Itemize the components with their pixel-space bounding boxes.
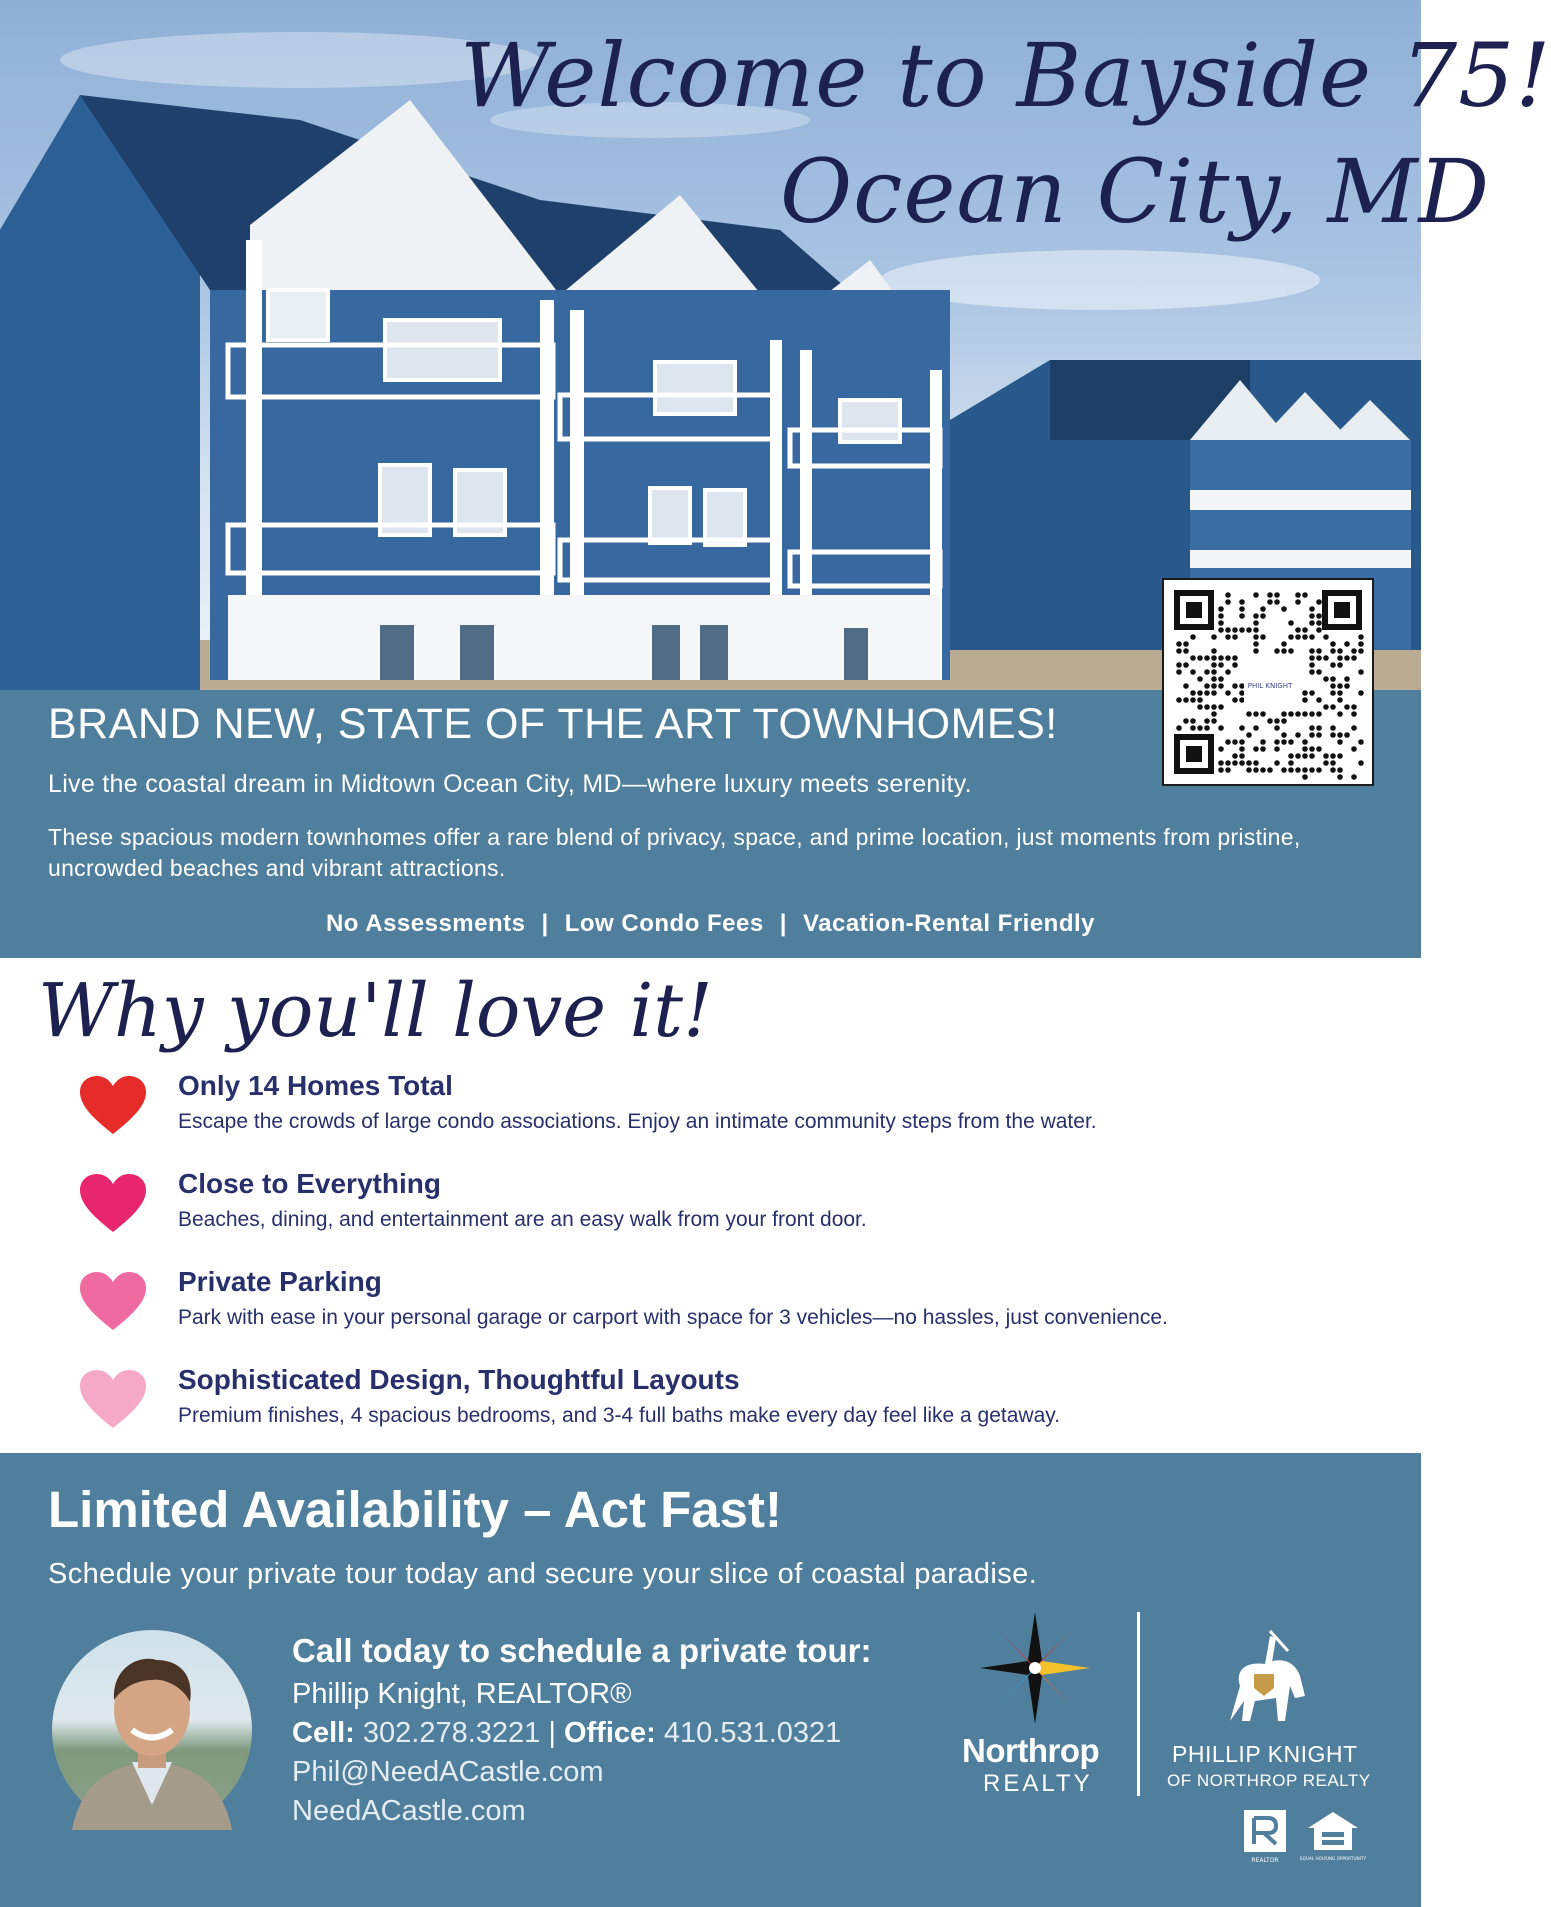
qr-module <box>1225 627 1231 633</box>
qr-module <box>1253 641 1259 647</box>
qr-module <box>1274 739 1280 745</box>
qr-module <box>1309 725 1315 731</box>
qr-module <box>1176 648 1182 654</box>
qr-module <box>1239 690 1245 696</box>
qr-module <box>1246 767 1252 773</box>
qr-module <box>1218 683 1224 689</box>
qr-module <box>1323 676 1329 682</box>
qr-module <box>1309 690 1315 696</box>
qr-module <box>1302 592 1308 598</box>
qr-module <box>1281 732 1287 738</box>
qr-module <box>1295 634 1301 640</box>
qr-module <box>1225 669 1231 675</box>
qr-module <box>1302 634 1308 640</box>
qr-module <box>1316 613 1322 619</box>
qr-module <box>1337 774 1343 780</box>
highlights-row <box>0 910 1421 938</box>
qr-module <box>1190 669 1196 675</box>
qr-module <box>1302 774 1308 780</box>
website-link[interactable]: NeedACastle.com <box>292 1795 526 1827</box>
qr-module <box>1232 655 1238 661</box>
qr-module <box>1253 648 1259 654</box>
highlight-item: Vacation-Rental Friendly <box>802 910 1096 937</box>
phone-line: Cell: 302.278.3221 | Office: 410.531.0321 <box>292 1717 842 1749</box>
heart-icon <box>80 1076 146 1136</box>
qr-module <box>1295 599 1301 605</box>
qr-module <box>1197 690 1203 696</box>
qr-module <box>1190 725 1196 731</box>
northrop-star-logo <box>980 1612 1090 1724</box>
qr-module <box>1183 718 1189 724</box>
qr-module <box>1330 676 1336 682</box>
feature-description: Beaches, dining, and entertainment are an easy walk from your front door. <box>178 1208 867 1231</box>
qr-module <box>1260 739 1266 745</box>
qr-module <box>1239 697 1245 703</box>
qr-module <box>1253 760 1259 766</box>
northrop-name: Northrop <box>962 1732 1100 1769</box>
qr-module <box>1267 767 1273 773</box>
feature-description: Premium finishes, 4 spacious bedrooms, and 3-4 full baths make every day feel like a getaway. <box>178 1404 1061 1427</box>
qr-module <box>1218 655 1224 661</box>
qr-module <box>1225 599 1231 605</box>
qr-module <box>1239 725 1245 731</box>
qr-module <box>1239 746 1245 752</box>
qr-module <box>1344 641 1350 647</box>
qr-module <box>1218 676 1224 682</box>
qr-module <box>1232 634 1238 640</box>
qr-module <box>1267 592 1273 598</box>
qr-module <box>1218 760 1224 766</box>
qr-module <box>1323 753 1329 759</box>
qr-module <box>1330 767 1336 773</box>
qr-module <box>1323 634 1329 640</box>
qr-module <box>1246 760 1252 766</box>
feature-title: Close to Everything <box>178 1168 441 1199</box>
northrop-sub: REALTY <box>983 1770 1093 1797</box>
qr-module <box>1225 592 1231 598</box>
qr-module <box>1295 711 1301 717</box>
qr-module <box>1337 648 1343 654</box>
qr-module <box>1190 655 1196 661</box>
qr-module <box>1309 746 1315 752</box>
agent-photo <box>52 1630 252 1830</box>
feature-description: Park with ease in your personal garage or carport with space for 3 vehicles—no hassles, just convenience. <box>178 1306 1168 1329</box>
qr-code-graphic <box>1164 580 1372 784</box>
qr-module <box>1309 767 1315 773</box>
qr-module <box>1316 599 1322 605</box>
qr-module <box>1351 711 1357 717</box>
qr-module <box>1351 725 1357 731</box>
qr-module <box>1316 697 1322 703</box>
hero-title-line1: Welcome to Bayside 75! <box>460 24 1551 127</box>
qr-module <box>1211 676 1217 682</box>
qr-module <box>1337 711 1343 717</box>
qr-module <box>1274 725 1280 731</box>
qr-module <box>1218 620 1224 626</box>
qr-module <box>1197 704 1203 710</box>
highlight-item: Low Condo Fees <box>564 910 764 937</box>
qr-module <box>1218 662 1224 668</box>
highlight-item: No Assessments <box>325 910 526 937</box>
intro-paragraph: These spacious modern townhomes offer a rare blend of privacy, space, and prime location, just moments from pristine, uncrowded beaches and vibrant attractions. <box>48 824 1301 881</box>
qr-module <box>1183 641 1189 647</box>
qr-module <box>1295 767 1301 773</box>
qr-module <box>1302 627 1308 633</box>
qr-module <box>1246 732 1252 738</box>
qr-module <box>1218 725 1224 731</box>
qr-module <box>1176 725 1182 731</box>
qr-module <box>1344 732 1350 738</box>
qr-module <box>1330 683 1336 689</box>
qr-module <box>1337 732 1343 738</box>
qr-module <box>1260 746 1266 752</box>
qr-module <box>1281 767 1287 773</box>
qr-module <box>1351 704 1357 710</box>
qr-module <box>1211 704 1217 710</box>
qr-module <box>1288 760 1294 766</box>
qr-module <box>1288 634 1294 640</box>
qr-module <box>1316 669 1322 675</box>
qr-module <box>1204 669 1210 675</box>
qr-module <box>1211 711 1217 717</box>
qr-module <box>1218 606 1224 612</box>
qr-module <box>1302 746 1308 752</box>
logo-divider <box>1137 1612 1140 1796</box>
feature-item <box>80 1168 1380 1248</box>
qr-module <box>1323 655 1329 661</box>
qr-module <box>1190 718 1196 724</box>
qr-module <box>1358 648 1364 654</box>
qr-module <box>1351 774 1357 780</box>
qr-module <box>1309 634 1315 640</box>
qr-module <box>1225 634 1231 640</box>
qr-module <box>1239 753 1245 759</box>
qr-module <box>1218 627 1224 633</box>
qr-module <box>1288 620 1294 626</box>
qr-module <box>1295 627 1301 633</box>
qr-module <box>1302 697 1308 703</box>
qr-module <box>1204 655 1210 661</box>
agent-name: Phillip Knight, REALTOR® <box>292 1678 632 1710</box>
qr-module <box>1267 599 1273 605</box>
qr-module <box>1330 760 1336 766</box>
why-title: Why you'll love it! <box>38 968 713 1054</box>
qr-module <box>1337 662 1343 668</box>
qr-module <box>1274 746 1280 752</box>
qr-module <box>1260 634 1266 640</box>
qr-module <box>1225 739 1231 745</box>
qr-module <box>1330 662 1336 668</box>
qr-module <box>1288 753 1294 759</box>
office-number[interactable]: 410.531.0321 <box>663 1717 842 1749</box>
qr-module <box>1309 655 1315 661</box>
qr-module <box>1218 746 1224 752</box>
feature-description: Escape the crowds of large condo associations. Enjoy an intimate community steps from the water. <box>178 1110 1097 1133</box>
qr-module <box>1323 704 1329 710</box>
call-heading: Call today to schedule a private tour: <box>292 1632 872 1669</box>
email-link[interactable]: Phil@NeedACastle.com <box>292 1756 604 1788</box>
qr-module <box>1309 648 1315 654</box>
qr-module <box>1337 739 1343 745</box>
qr-module <box>1197 676 1203 682</box>
intro-headline: BRAND NEW, STATE OF THE ART TOWNHOMES! <box>48 700 1058 748</box>
qr-module <box>1204 683 1210 689</box>
qr-module <box>1302 711 1308 717</box>
qr-module <box>1267 718 1273 724</box>
qr-module <box>1337 655 1343 661</box>
qr-module <box>1344 683 1350 689</box>
qr-module <box>1211 634 1217 640</box>
qr-module <box>1239 599 1245 605</box>
qr-module <box>1239 606 1245 612</box>
heart-icon <box>80 1272 146 1332</box>
qr-module <box>1316 767 1322 773</box>
qr-module <box>1232 683 1238 689</box>
qr-module <box>1197 655 1203 661</box>
knight-horse-logo <box>1210 1626 1320 1736</box>
qr-module <box>1309 732 1315 738</box>
qr-module <box>1260 613 1266 619</box>
feature-item <box>80 1364 1380 1444</box>
qr-module <box>1316 627 1322 633</box>
cell-number[interactable]: 302.278.3221 <box>362 1717 541 1749</box>
qr-module <box>1316 732 1322 738</box>
qr-module <box>1218 704 1224 710</box>
separator: | <box>541 910 549 937</box>
qr-module <box>1330 732 1336 738</box>
qr-module <box>1295 592 1301 598</box>
qr-module <box>1316 711 1322 717</box>
qr-module <box>1337 683 1343 689</box>
qr-module <box>1274 599 1280 605</box>
qr-module <box>1246 711 1252 717</box>
qr-module <box>1190 634 1196 640</box>
qr-module <box>1309 606 1315 612</box>
qr-module <box>1288 739 1294 745</box>
qr-module <box>1239 613 1245 619</box>
qr-module <box>1253 592 1259 598</box>
qr-module <box>1232 739 1238 745</box>
qr-module <box>1204 704 1210 710</box>
qr-code[interactable] <box>1162 578 1374 786</box>
cta-title: Limited Availability – Act Fast! <box>48 1481 782 1538</box>
qr-module <box>1330 648 1336 654</box>
qr-module <box>1204 718 1210 724</box>
qr-module <box>1176 641 1182 647</box>
qr-module <box>1232 753 1238 759</box>
heart-icon <box>80 1174 146 1234</box>
qr-module <box>1288 767 1294 773</box>
qr-module <box>1183 662 1189 668</box>
pk-name: PHILLIP KNIGHT <box>1172 1741 1358 1767</box>
qr-module <box>1253 627 1259 633</box>
qr-module <box>1309 711 1315 717</box>
qr-module <box>1246 627 1252 633</box>
qr-module <box>1253 620 1259 626</box>
qr-module <box>1211 669 1217 675</box>
qr-module <box>1176 697 1182 703</box>
qr-module <box>1330 725 1336 731</box>
qr-module <box>1288 648 1294 654</box>
qr-module <box>1274 592 1280 598</box>
agent-portrait <box>52 1630 252 1830</box>
qr-module <box>1295 753 1301 759</box>
qr-module <box>1253 711 1259 717</box>
qr-module <box>1351 655 1357 661</box>
qr-module <box>1211 662 1217 668</box>
qr-module <box>1323 760 1329 766</box>
qr-module <box>1281 641 1287 647</box>
qr-module <box>1351 746 1357 752</box>
realtor-badge-icon <box>1240 1808 1290 1864</box>
qr-module <box>1211 690 1217 696</box>
qr-module <box>1274 718 1280 724</box>
qr-module <box>1218 613 1224 619</box>
qr-module <box>1330 690 1336 696</box>
cell-label: Cell: <box>292 1717 355 1749</box>
qr-module <box>1176 662 1182 668</box>
realtor-badge-label: REALTOR <box>1251 1857 1279 1864</box>
qr-module <box>1225 767 1231 773</box>
qr-module <box>1302 753 1308 759</box>
qr-module <box>1253 634 1259 640</box>
qr-module <box>1316 725 1322 731</box>
feature-item <box>80 1070 1380 1150</box>
eho-label: EQUAL HOUSING OPPORTUNITY <box>1300 1856 1366 1861</box>
qr-module <box>1281 739 1287 745</box>
qr-module <box>1309 753 1315 759</box>
qr-module <box>1211 683 1217 689</box>
office-label: Office: <box>563 1717 656 1749</box>
qr-module <box>1197 697 1203 703</box>
qr-module <box>1232 697 1238 703</box>
qr-module <box>1295 732 1301 738</box>
qr-module <box>1225 690 1231 696</box>
qr-module <box>1253 725 1259 731</box>
qr-module <box>1232 760 1238 766</box>
qr-module <box>1316 746 1322 752</box>
qr-module <box>1239 739 1245 745</box>
qr-module <box>1316 620 1322 626</box>
qr-module <box>1281 648 1287 654</box>
qr-module <box>1190 697 1196 703</box>
qr-module <box>1344 655 1350 661</box>
qr-module <box>1225 655 1231 661</box>
qr-module <box>1260 711 1266 717</box>
qr-module <box>1302 690 1308 696</box>
qr-module <box>1190 690 1196 696</box>
qr-module <box>1211 655 1217 661</box>
qr-module <box>1239 760 1245 766</box>
cta-subtitle: Schedule your private tour today and secure your slice of coastal paradise. <box>48 1558 1038 1590</box>
qr-module <box>1281 711 1287 717</box>
feature-title: Private Parking <box>178 1266 382 1297</box>
qr-module <box>1211 718 1217 724</box>
pk-sub: OF NORTHROP REALTY <box>1167 1771 1371 1790</box>
qr-module <box>1232 627 1238 633</box>
qr-module <box>1358 641 1364 647</box>
qr-module <box>1351 648 1357 654</box>
qr-module <box>1204 690 1210 696</box>
qr-module <box>1344 676 1350 682</box>
qr-module <box>1358 739 1364 745</box>
feature-item <box>80 1266 1380 1346</box>
qr-module <box>1260 606 1266 612</box>
qr-module <box>1309 613 1315 619</box>
qr-module <box>1239 683 1245 689</box>
qr-module <box>1358 669 1364 675</box>
qr-module <box>1302 739 1308 745</box>
heart-icon <box>80 1370 146 1430</box>
qr-module <box>1337 753 1343 759</box>
feature-title: Sophisticated Design, Thoughtful Layouts <box>178 1364 740 1395</box>
qr-module <box>1288 711 1294 717</box>
qr-module <box>1309 620 1315 626</box>
qr-module <box>1358 690 1364 696</box>
qr-module <box>1211 648 1217 654</box>
qr-module <box>1176 669 1182 675</box>
qr-label: PHIL KNIGHT <box>1247 682 1293 690</box>
qr-module <box>1183 683 1189 689</box>
qr-module <box>1330 704 1336 710</box>
qr-module <box>1253 767 1259 773</box>
qr-module <box>1316 648 1322 654</box>
qr-module <box>1337 690 1343 696</box>
intro-tagline: Live the coastal dream in Midtown Ocean City, MD—where luxury meets serenity. <box>48 770 972 798</box>
qr-module <box>1253 613 1259 619</box>
qr-module <box>1218 767 1224 773</box>
qr-module <box>1253 746 1259 752</box>
qr-module <box>1309 662 1315 668</box>
qr-module <box>1330 641 1336 647</box>
qr-module <box>1183 697 1189 703</box>
qr-module <box>1309 669 1315 675</box>
qr-module <box>1316 655 1322 661</box>
qr-module <box>1302 767 1308 773</box>
qr-module <box>1358 760 1364 766</box>
qr-module <box>1281 718 1287 724</box>
qr-module <box>1239 627 1245 633</box>
qr-module <box>1344 704 1350 710</box>
qr-module <box>1274 648 1280 654</box>
separator: | <box>779 910 787 937</box>
qr-module <box>1183 648 1189 654</box>
qr-module <box>1225 760 1231 766</box>
qr-module <box>1358 634 1364 640</box>
qr-module <box>1204 725 1210 731</box>
qr-module <box>1337 767 1343 773</box>
qr-module <box>1281 606 1287 612</box>
feature-title: Only 14 Homes Total <box>178 1070 453 1101</box>
qr-module <box>1274 760 1280 766</box>
qr-module <box>1197 725 1203 731</box>
hero-title-line2: Ocean City, MD <box>780 140 1491 243</box>
qr-module <box>1260 767 1266 773</box>
qr-module <box>1330 753 1336 759</box>
qr-module <box>1232 662 1238 668</box>
qr-module <box>1337 697 1343 703</box>
equal-housing-icon <box>1302 1808 1364 1868</box>
